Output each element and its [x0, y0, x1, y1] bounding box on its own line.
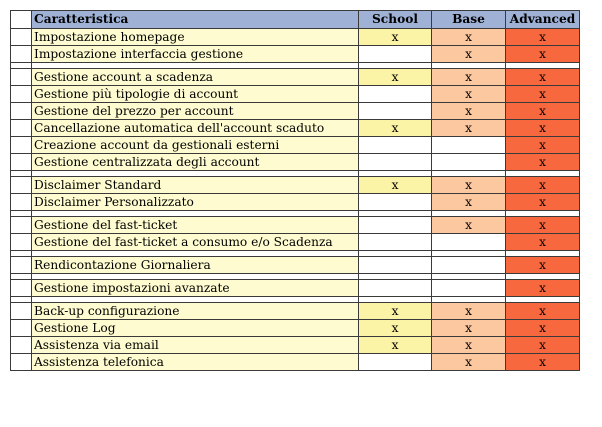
base-mark-cell: x: [432, 303, 506, 320]
school-mark-cell: [359, 194, 432, 211]
advanced-mark-cell: x: [506, 217, 580, 234]
table-row: [11, 120, 580, 137]
row-index-cell: [11, 217, 32, 234]
header-advanced: Advanced: [506, 11, 580, 29]
school-mark-cell: [359, 234, 432, 251]
row-index-cell: [11, 234, 32, 251]
school-mark-cell: x: [359, 29, 432, 46]
table-row: [11, 69, 580, 86]
advanced-mark-cell: x: [506, 137, 580, 154]
row-index-cell: [11, 320, 32, 337]
school-mark-cell: [359, 86, 432, 103]
advanced-mark-cell: x: [506, 303, 580, 320]
table-row: [11, 194, 580, 211]
feature-name-cell: Impostazione homepage: [32, 29, 359, 46]
school-mark-cell: [359, 354, 432, 371]
row-index-cell: [11, 46, 32, 63]
feature-name-cell: Assistenza via email: [32, 337, 359, 354]
advanced-mark-cell: x: [506, 257, 580, 274]
row-index-cell: [11, 177, 32, 194]
table-body: [11, 29, 580, 371]
row-index-cell: [11, 194, 32, 211]
table-row: [11, 137, 580, 154]
advanced-mark-cell: x: [506, 86, 580, 103]
base-mark-cell: x: [432, 194, 506, 211]
feature-name-cell: Disclaimer Personalizzato: [32, 194, 359, 211]
row-index-cell: [11, 337, 32, 354]
table-row: [11, 320, 580, 337]
base-mark-cell: x: [432, 120, 506, 137]
base-mark-cell: x: [432, 69, 506, 86]
row-index-cell: [11, 354, 32, 371]
feature-comparison-table-wrapper: [10, 10, 580, 371]
table-row: [11, 280, 580, 297]
advanced-mark-cell: x: [506, 337, 580, 354]
advanced-mark-cell: x: [506, 234, 580, 251]
school-mark-cell: [359, 103, 432, 120]
feature-name-cell: Gestione centralizzata degli account: [32, 154, 359, 171]
advanced-mark-cell: x: [506, 194, 580, 211]
feature-name-cell: Impostazione interfaccia gestione: [32, 46, 359, 63]
school-mark-cell: [359, 46, 432, 63]
row-index-cell: [11, 86, 32, 103]
base-mark-cell: x: [432, 86, 506, 103]
base-mark-cell: [432, 137, 506, 154]
advanced-mark-cell: x: [506, 29, 580, 46]
table-header-row: [11, 11, 580, 29]
row-index-cell: [11, 154, 32, 171]
table-row: [11, 154, 580, 171]
feature-name-cell: Rendicontazione Giornaliera: [32, 257, 359, 274]
table-row: [11, 234, 580, 251]
advanced-mark-cell: x: [506, 120, 580, 137]
table-row: [11, 354, 580, 371]
table-row: [11, 303, 580, 320]
school-mark-cell: [359, 154, 432, 171]
row-index-cell: [11, 69, 32, 86]
row-index-cell: [11, 29, 32, 46]
feature-name-cell: Gestione del fast-ticket: [32, 217, 359, 234]
row-index-cell: [11, 137, 32, 154]
base-mark-cell: [432, 154, 506, 171]
base-mark-cell: x: [432, 354, 506, 371]
feature-name-cell: Creazione account da gestionali esterni: [32, 137, 359, 154]
table-row: [11, 103, 580, 120]
row-index-cell: [11, 303, 32, 320]
table-row: [11, 86, 580, 103]
school-mark-cell: x: [359, 120, 432, 137]
school-mark-cell: [359, 280, 432, 297]
school-mark-cell: x: [359, 320, 432, 337]
base-mark-cell: x: [432, 29, 506, 46]
feature-name-cell: Gestione del fast-ticket a consumo e/o Scadenza: [32, 234, 359, 251]
base-mark-cell: [432, 234, 506, 251]
base-mark-cell: [432, 280, 506, 297]
school-mark-cell: x: [359, 303, 432, 320]
table-row: [11, 177, 580, 194]
school-mark-cell: x: [359, 337, 432, 354]
row-index-cell: [11, 280, 32, 297]
advanced-mark-cell: x: [506, 154, 580, 171]
feature-name-cell: Assistenza telefonica: [32, 354, 359, 371]
header-base: Base: [432, 11, 506, 29]
advanced-mark-cell: x: [506, 320, 580, 337]
table-row: [11, 46, 580, 63]
base-mark-cell: x: [432, 103, 506, 120]
table-row: [11, 337, 580, 354]
school-mark-cell: x: [359, 177, 432, 194]
row-index-cell: [11, 103, 32, 120]
header-feature: Caratteristica: [32, 11, 359, 29]
base-mark-cell: [432, 257, 506, 274]
table-row: [11, 257, 580, 274]
feature-comparison-table: [10, 10, 580, 371]
feature-name-cell: Gestione Log: [32, 320, 359, 337]
school-mark-cell: [359, 217, 432, 234]
base-mark-cell: x: [432, 337, 506, 354]
advanced-mark-cell: x: [506, 69, 580, 86]
base-mark-cell: x: [432, 217, 506, 234]
feature-name-cell: Back-up configurazione: [32, 303, 359, 320]
feature-name-cell: Gestione del prezzo per account: [32, 103, 359, 120]
table-row: [11, 29, 580, 46]
school-mark-cell: [359, 137, 432, 154]
row-index-cell: [11, 257, 32, 274]
advanced-mark-cell: x: [506, 103, 580, 120]
feature-name-cell: Gestione impostazioni avanzate: [32, 280, 359, 297]
feature-name-cell: Cancellazione automatica dell'account scaduto: [32, 120, 359, 137]
advanced-mark-cell: x: [506, 354, 580, 371]
base-mark-cell: x: [432, 320, 506, 337]
advanced-mark-cell: x: [506, 177, 580, 194]
base-mark-cell: x: [432, 177, 506, 194]
advanced-mark-cell: x: [506, 280, 580, 297]
header-school: School: [359, 11, 432, 29]
base-mark-cell: x: [432, 46, 506, 63]
school-mark-cell: x: [359, 69, 432, 86]
feature-name-cell: Disclaimer Standard: [32, 177, 359, 194]
advanced-mark-cell: x: [506, 46, 580, 63]
school-mark-cell: [359, 257, 432, 274]
table-row: [11, 217, 580, 234]
row-index-cell: [11, 120, 32, 137]
feature-name-cell: Gestione più tipologie di account: [32, 86, 359, 103]
header-index-cell: [11, 11, 32, 29]
feature-name-cell: Gestione account a scadenza: [32, 69, 359, 86]
